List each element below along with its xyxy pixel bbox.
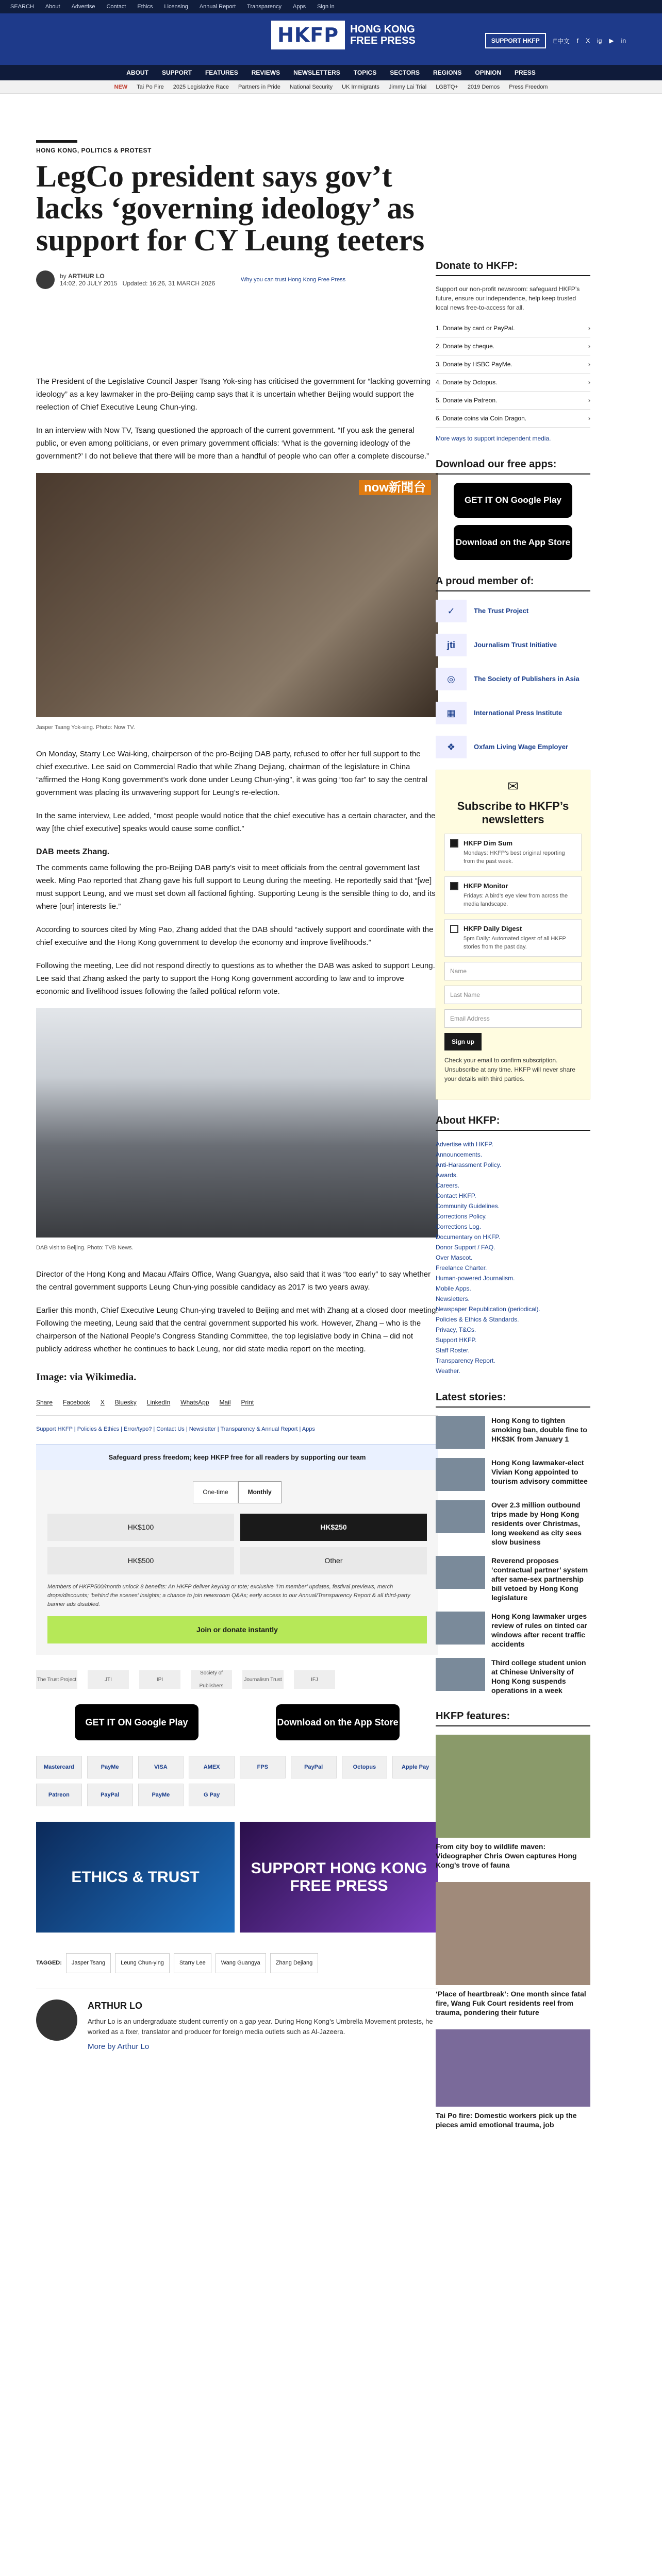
about-link[interactable]: Anti-Harassment Policy. [436,1161,502,1168]
about-link[interactable]: Over Mascot. [436,1254,473,1261]
donate-option[interactable]: 5. Donate via Patreon. › [436,392,590,410]
byline-prefix: by [60,273,67,280]
payment-logo[interactable]: Apple Pay [392,1756,438,1778]
payment-logo[interactable]: Patreon [36,1784,82,1806]
latest-heading: Latest stories: [436,1392,590,1408]
nav-support[interactable]: SUPPORT [161,69,192,76]
trending-item[interactable]: Jimmy Lai Trial [388,83,427,90]
about-link[interactable]: Human-powered Journalism. [436,1275,515,1282]
topbar-search[interactable]: SEARCH [10,4,34,10]
trending-nav [0,80,662,94]
feature-image[interactable] [436,1735,590,1838]
safeguard-banner[interactable]: Safeguard press freedom; keep HKFP free for all readers by supporting our team [36,1444,438,1470]
paragraph: Earlier this month, Chief Executive Leung Chun-ying traveled to Beijing and met with Zhang at a closed door meeting. Following the meeting, Leung said that the central government supported his work. However, Zhang – who is the chairperson of the National People’s Congress Standing Committee, the top legislative body in China – did not publicly address whether he continues to back Leung, nor did state media report on the meeting. [36,1306,438,1353]
chevron-right-icon: › [588,379,590,386]
trending-item[interactable]: UK Immigrants [342,83,379,90]
byline-text [60,273,215,287]
story-thumbnail[interactable] [436,1416,485,1449]
jti-logo[interactable]: JTI [88,1670,129,1689]
topbar-licensing[interactable]: Licensing [164,4,188,10]
award-item[interactable]: ▦ International Press Institute [436,702,590,724]
paragraph: The comments came following the pro-Beijing DAB party’s visit to meet officials from the central government last week. Ming Pao reported that Zhang gave his full support to Leung during the meeting. He reportedly said that “[we] must support Leung, and we must set down all factional fighting. Supporting Leung is the sensible thing to do, and its where [our] interests lie.” [36,863,436,911]
about-link[interactable]: Transparency Report. [436,1357,495,1364]
trending-item[interactable]: Tai Po Fire [137,83,164,90]
chevron-right-icon: › [588,325,590,332]
trending-item[interactable]: LGBTQ+ [436,83,458,90]
amount-options [47,1514,427,1574]
share-print[interactable]: Print [241,1399,254,1406]
chevron-right-icon: › [588,397,590,404]
share-linkedin[interactable]: LinkedIn [146,1399,171,1406]
jti-icon: jti [436,634,467,656]
latest-story[interactable]: Third college student union at Chinese University of Hong Kong suspends operations in a week [436,1658,590,1695]
about-link[interactable]: Careers. [436,1182,460,1189]
about-link[interactable]: Corrections Policy. [436,1213,487,1220]
about-link[interactable]: Announcements. [436,1151,483,1158]
newsletter-option[interactable]: HKFP Dim Sum Mondays: HKFP’s best original reporting from the past week. [444,834,582,871]
amount-option-selected[interactable]: HK$250 [240,1514,427,1541]
oxfam-icon: ❖ [436,736,467,758]
signup-button[interactable]: Sign up [444,1033,482,1050]
about-link[interactable]: Advertise with HKFP. [436,1141,493,1148]
author-box [36,1989,438,2053]
logo-line2: FREE PRESS [350,35,416,46]
nowtv-logo: now新聞台 [359,480,431,495]
story-thumbnail[interactable] [436,1556,485,1589]
member-perks: Members of HKFP500/month unlock 8 benefits: An HKFP deliver keyring or tote; exclusive ‘I’m member’ updates, festival previews, merch drops/discounts; ‘behind the scenes’ insights; a chance to join newsroom Q&As; early access to our Annual/Transparency Report & all third-party banner ads disabled. [47,1584,410,1607]
sopa-icon: ◎ [436,668,467,690]
features-heading: HKFP features: [436,1710,590,1726]
amount-option[interactable]: HK$500 [47,1547,234,1574]
google-play-badge[interactable]: GET IT ON Google Play [75,1704,198,1740]
topbar-apps[interactable]: Apps [293,4,306,10]
nav-opinion[interactable]: OPINION [475,69,502,76]
tag[interactable]: Leung Chun-ying [115,1953,170,1973]
language-switch[interactable]: E中文 [553,37,570,45]
payment-logo[interactable]: FPS [240,1756,286,1778]
paragraph: On Monday, Starry Lee Wai-king, chairperson of the pro-Beijing DAB party, refused to offer her full support to the chief executive. Lee said on Commercial Radio that while Zhang Dejiang, chairman of the legislature in China “affirmed the Hong Kong government’s work done under Leung Chun-ying”, it was going “too far” to say the central government was placing its unwavering support for Leung’s re-election. [36,750,428,797]
topbar-advertise[interactable]: Advertise [71,4,95,10]
feature-image[interactable] [436,1882,590,1985]
share-x[interactable]: X [100,1399,105,1406]
author-link[interactable]: ARTHUR LO [68,273,105,280]
linkedin-icon[interactable]: in [621,37,626,44]
nav-regions[interactable]: REGIONS [433,69,462,76]
image-credit: Image: via Wikimedia. [36,1371,137,1383]
mail-icon: ✉ [507,778,519,794]
paragraph: Director of the Hong Kong and Macau Affairs Office, Wang Guangya, also said that it was “too early” to say whether the central government supports Leung Chun-ying possible candidacy as 2017 is two years away. [36,1270,431,1292]
latest-story[interactable]: Over 2.3 million outbound trips made by Hong Kong residents over Christmas, long weekend as city sees slow business [436,1500,590,1547]
about-link[interactable]: Support HKFP. [436,1336,477,1344]
site-header [0,13,662,65]
about-link[interactable]: Policies & Ethics & Standards. [436,1316,519,1323]
photo-caption: Jasper Tsang Yok-sing. Photo: Now TV. [36,724,135,731]
feature-image[interactable] [436,2029,590,2107]
trending-item[interactable]: Press Freedom [509,83,548,90]
donate-text: Support our non-profit newsroom: safeguard HKFP’s future, ensure our independence, help keep trusted local news free-to-access for all. [436,285,580,311]
support-hkfp-button[interactable]: SUPPORT HKFP [485,33,546,48]
checkbox-checked[interactable] [450,839,458,848]
feature-story[interactable]: ‘Place of heartbreak’: One month since fatal fire, Wang Fuk Court residents reel from trauma, pondering their future [436,1882,590,2017]
updated-date: Updated: 16:26, 31 MARCH 2026 [122,280,216,287]
story-thumbnail[interactable] [436,1612,485,1645]
more-ways-link[interactable]: More ways to support independent media. [436,435,551,442]
about-link[interactable]: Newspaper Republication (periodical). [436,1306,540,1313]
donate-option[interactable]: 2. Donate by cheque. › [436,337,590,355]
ipi-logo[interactable]: IPI [139,1670,180,1689]
sidebar-google-play[interactable]: GET IT ON Google Play [454,483,572,518]
nav-newsletters[interactable]: NEWSLETTERS [293,69,340,76]
topbar-annual-report[interactable]: Annual Report [199,4,236,10]
title-rule [36,140,77,143]
logo-line1: HONG KONG [350,24,415,35]
newsletter-option[interactable]: HKFP Daily Digest 5pm Daily: Automated digest of all HKFP stories from the past day. [444,919,582,957]
sopa-logo[interactable]: Society of Publishers [191,1670,232,1689]
article-body [36,375,438,2053]
logo-mark: HKFP [271,21,345,49]
share-bluesky[interactable]: Bluesky [114,1399,137,1406]
paragraph: The President of the Legislative Council Jasper Tsang Yok-sing has criticised the government for “lacking governing ideology” as a key lawmaker in the pro-Beijing camp says that it is uncertain whether Beijing would support the reelection of Chief Executive Leung Chun-ying. [36,377,431,412]
tag[interactable]: Zhang Dejiang [270,1953,319,1973]
donate-option[interactable]: 6. Donate coins via Coin Dragon. › [436,410,590,428]
share-bar [36,1396,438,1416]
topbar-about[interactable]: About [45,4,60,10]
apps-heading: Download our free apps: [436,459,590,474]
chevron-right-icon: › [588,415,590,422]
nav-sectors[interactable]: SECTORS [390,69,420,76]
payment-methods [36,1756,438,1806]
about-link[interactable]: Donor Support / FAQ. [436,1244,495,1251]
chevron-right-icon: › [588,343,590,350]
tags-label: TAGGED: [36,1960,62,1966]
app-store-badge[interactable]: Download on the App Store [276,1704,400,1740]
payment-logo[interactable]: PayMe [87,1756,133,1778]
nav-reviews[interactable]: REVIEWS [251,69,280,76]
youtube-icon[interactable]: ▶ [609,37,614,44]
chevron-right-icon: › [588,361,590,368]
sidebar [436,260,590,2142]
latest-story[interactable]: Hong Kong to tighten smoking ban, double fine to HK$3K from January 1 [436,1416,590,1449]
paragraph: In an interview with Now TV, Tsang questioned the approach of the current government. “If you ask the general public, or even among politicians, or even primary government officials: ‘What is the governing ideology of the government?’ I do not believe that there will be more than a handful of people who can offer a complete discourse.” [36,426,429,461]
frequency-toggle [47,1481,427,1503]
top-utility-bar [0,0,662,13]
author-avatar[interactable] [36,270,55,289]
paragraph: Following the meeting, Lee did not respond directly to questions as to whether the DAB was asked to support Leung. Lee said that Zhang asked the party to support the Hong Kong government according to law and to improve economic and livelihood issues following the failed political reform vote. [36,961,435,996]
payment-logo[interactable]: PayPal [291,1756,337,1778]
facebook-icon[interactable]: f [576,37,579,44]
share-whatsapp[interactable]: WhatsApp [180,1399,209,1406]
x-icon[interactable]: X [586,37,590,44]
last-name-input[interactable]: Last Name [444,986,582,1004]
app-badges [36,1704,438,1740]
trust-project-icon: ✓ [436,600,467,622]
newsletter-signup [436,770,590,1099]
about-list [436,1139,590,1376]
newsletter-note: Check your email to confirm subscription. Unsubscribe at any time. HKFP will never share your details with third parties. [444,1057,575,1082]
payment-logo[interactable]: PayMe [138,1784,184,1806]
promo-banners [36,1822,438,1933]
article-category[interactable]: HONG KONG, POLITICS & PROTEST [36,147,152,154]
about-link[interactable]: Freelance Charter. [436,1264,487,1272]
nav-topics[interactable]: TOPICS [353,69,377,76]
feature-story[interactable]: Tai Po fire: Domestic workers pick up the pieces amid emotional trauma, job [436,2029,590,2129]
donate-heading: Donate to HKFP: [436,260,590,276]
author-name[interactable]: ARTHUR LO [88,2001,142,2011]
topbar-transparency[interactable]: Transparency [247,4,282,10]
payment-logo[interactable]: Octopus [342,1756,388,1778]
trending-item[interactable]: 2025 Legislative Race [173,83,229,90]
about-link[interactable]: Contact HKFP. [436,1192,476,1199]
topbar-sign-in[interactable]: Sign in [317,4,335,10]
latest-story[interactable]: Reverend proposes ‘contractual partner’ system after same-sex partnership bill vetoed by Hong Kong legislature [436,1556,590,1602]
tag[interactable]: Starry Lee [174,1953,211,1973]
article-tags [36,1953,438,1973]
checkbox-unchecked[interactable] [450,925,458,933]
article-title: LegCo president says gov’t lacks ‘governing ideology’ as support for CY Leung teeters [36,159,425,257]
freq-one-time[interactable]: One-time [193,1481,238,1503]
support-banner[interactable]: SUPPORT HONG KONG FREE PRESS [240,1822,438,1933]
about-link[interactable]: Community Guidelines. [436,1202,500,1210]
about-link[interactable]: Newsletters. [436,1295,470,1302]
photo-caption: DAB visit to Beijing. Photo: TVB News. [36,1245,134,1251]
award-item[interactable]: ❖ Oxfam Living Wage Employer [436,736,590,758]
main-nav [0,65,662,80]
instagram-icon[interactable]: ig [597,37,602,44]
feature-story[interactable]: From city boy to wildlife maven: Videographer Chris Owen captures Hong Kong’s trove of fauna [436,1735,590,1870]
topbar-contact[interactable]: Contact [106,4,126,10]
trending-item[interactable]: Partners in Pride [238,83,280,90]
latest-story[interactable]: Hong Kong lawmaker urges review of rules on tinted car windows after recent traffic accidents [436,1612,590,1649]
trending-item[interactable]: National Security [289,83,333,90]
ipi-icon: ▦ [436,702,467,724]
publish-date: 14:02, 20 JULY 2015 [60,280,118,287]
amount-option[interactable]: HK$100 [47,1514,234,1541]
site-logo[interactable] [271,21,416,49]
story-thumbnail[interactable] [436,1658,485,1691]
article-photo-dab [36,1008,438,1238]
newsletter-option[interactable]: HKFP Monitor Fridays: A bird’s eye view from across the media landscape. [444,876,582,914]
payment-logo[interactable]: PayPal [87,1784,133,1806]
author-bio: Arthur Lo is an undergraduate student currently on a gap year. During Hong Kong’s Umbrella Movement protests, he worked as a fixer, translator and producer for foreign media outlets such as Al-Jazeera. [88,2018,433,2036]
trust-logo-strip [36,1670,438,1689]
award-item[interactable]: ✓ The Trust Project [436,600,590,622]
latest-story[interactable]: Hong Kong lawmaker-elect Vivian Kong appointed to tourism advisory committee [436,1458,590,1491]
new-badge: NEW [114,83,128,90]
payment-logo[interactable]: AMEX [189,1756,235,1778]
section-subhead: DAB meets Zhang. [36,848,110,856]
donate-option[interactable]: 1. Donate by card or PayPal. › [436,319,590,337]
story-thumbnail[interactable] [436,1458,485,1491]
donate-widget [36,1470,438,1655]
tag[interactable]: Jasper Tsang [66,1953,111,1973]
header-actions [485,33,626,48]
nav-press[interactable]: PRESS [515,69,536,76]
article-photo-tsang [36,473,438,717]
story-thumbnail[interactable] [436,1500,485,1533]
member-heading: A proud member of: [436,575,590,591]
paragraph: According to sources cited by Ming Pao, Zhang added that the DAB should “actively support and coordinate with the chief executive and the Hong Kong government to develop the economy and improve livelihoods.” [36,925,434,947]
trust-project-logo[interactable]: The Trust Project [36,1670,77,1689]
more-by-author-link[interactable]: More by Arthur Lo [88,2042,150,2051]
nav-features[interactable]: FEATURES [205,69,238,76]
about-link[interactable]: Weather. [436,1367,460,1375]
journalism-trust-logo[interactable]: Journalism Trust [242,1670,284,1689]
donate-option[interactable]: 3. Donate by HSBC PayMe. › [436,355,590,374]
ethics-banner[interactable]: ETHICS & TRUST [36,1822,235,1933]
award-item[interactable]: jti Journalism Trust Initiative [436,634,590,656]
nav-about[interactable]: ABOUT [126,69,148,76]
trending-item[interactable]: 2019 Demos [467,83,500,90]
paragraph: In the same interview, Lee added, “most people would notice that the chief executive has a certain character, and the way [the chief executive] speaks would cause some conflict.” [36,811,436,833]
first-name-input[interactable]: Name [444,962,582,980]
topbar-ethics[interactable]: Ethics [137,4,153,10]
about-heading: About HKFP: [436,1115,590,1131]
checkbox-checked[interactable] [450,882,458,890]
payment-logo[interactable]: G Pay [189,1784,235,1806]
about-link[interactable]: Mobile Apps. [436,1285,471,1292]
about-link[interactable]: Privacy, T&Cs. [436,1326,476,1333]
about-link[interactable]: Corrections Log. [436,1223,482,1230]
donate-option[interactable]: 4. Donate by Octopus. › [436,374,590,392]
freq-monthly[interactable]: Monthly [238,1481,282,1503]
share-facebook[interactable]: Facebook [63,1399,90,1406]
about-link[interactable]: Documentary on HKFP. [436,1233,501,1241]
about-link[interactable]: Awards. [436,1172,458,1179]
join-donate-button[interactable]: Join or donate instantly [47,1616,427,1643]
article-footer-links[interactable]: Support HKFP | Policies & Ethics | Error/typo? | Contact Us | Newsletter | Transparency & Annual Report | Apps [36,1426,315,1432]
sidebar-app-store[interactable]: Download on the App Store [454,525,572,560]
share-mail[interactable]: Mail [219,1399,231,1406]
logo-wordmark [350,24,416,46]
ifj-logo[interactable]: IFJ [294,1670,335,1689]
tag[interactable]: Wang Guangya [216,1953,266,1973]
amount-option[interactable]: Other [240,1547,427,1574]
payment-logo[interactable]: VISA [138,1756,184,1778]
share-label[interactable]: Share [36,1399,53,1406]
newsletter-title: Subscribe to HKFP’s newsletters [457,800,569,826]
email-input[interactable]: Email Address [444,1009,582,1028]
why-trust-link[interactable]: Why you can trust Hong Kong Free Press [241,277,346,283]
about-link[interactable]: Staff Roster. [436,1347,470,1354]
payment-logo[interactable]: Mastercard [36,1756,82,1778]
author-avatar-large[interactable] [36,1999,77,2041]
award-item[interactable]: ◎ The Society of Publishers in Asia [436,668,590,690]
